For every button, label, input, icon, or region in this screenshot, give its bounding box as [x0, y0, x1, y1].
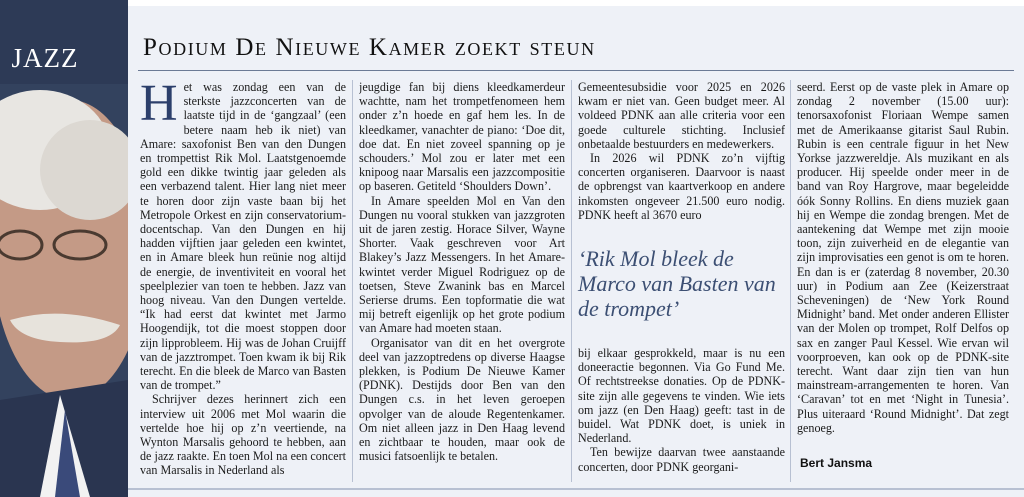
article-column-1 — [140, 80, 346, 480]
article-column-2 — [359, 80, 565, 480]
top-border — [128, 0, 1024, 6]
musician-photo — [0, 0, 128, 497]
section-label: JAZZ — [11, 42, 79, 73]
article-headline: Podium De Nieuwe Kamer zoekt steun — [143, 34, 596, 61]
author-byline: Bert Jansma — [800, 456, 873, 470]
paragraph: Ten bewijze daarvan twee aanstaande concerten, door PDNK georgani- — [578, 445, 785, 474]
bottom-border — [128, 488, 1024, 490]
column-separator — [352, 80, 353, 482]
paragraph: In Amare speelden Mol en Van den Dungen nu vooral stukken van jazzgroten uit de jaren zestig. Horace Silver, Wayne Shorter. Vaak geschreven voor Art Blakey’s Jazz Messengers. In het Amare-kwintet verder Miguel Rodriguez op de toetsen, Steve Zwanink bas en Marcel Serierse drums. Een topformatie die wat mij betreft eigenlijk op het grote podium van Amare had moeten staan. — [359, 193, 565, 336]
paragraph: Gemeentesubsidie voor 2025 en 2026 kwam er niet van. Geen budget meer. Al voldeed PDNK aan alle criteria voor een goede culturele stichting. Inclusief onbetaalde bestuurders en medewerkers. — [578, 80, 785, 151]
paragraph-text: et was zondag een van de sterkste jazzconcerten van de laatste tijd in de ‘gangzaal’ (een betere naam heb ik niet) van Amare: saxofonist Ben van den Dungen en trompettist Rik Mol. Laatstgenoemde gold een dikke twintig jaar geleden als een verbazend talent. Hier lang niet meer te horen door zijn vaste baan bij het Metropole Orkest en zijn conservatorium-docentschap. Van den Dungen en hij hadden vijftien jaar geleden een kwintet, en in Amare bleek hun reünie nog altijd de energie, de inventiviteit en vooral het speelplezier van toen te hebben. Jazz van hoog niveau. Van den Dungen vertelde. “Ik had eerst dat kwintet met Jarmo Hoogendijk, tot die moest stoppen door zijn lipprobleem. Hij was de Johan Cruijff van de jazztrompet. Toen kwam ik bij Rik terecht. En die bleek de Marco van Basten van de trompet.” — [140, 80, 346, 393]
drop-cap: H — [140, 80, 178, 132]
article-column-4 — [797, 80, 1009, 452]
paragraph: jeugdige fan bij diens kleedkamerdeur wachtte, nam het trompetfenomeen hem onder z’n hoede en gaf hem les. In de kleedkamer, vanachter de piano: ‘Doe dit, doe dat. En niet zoveel spanning op je schouders.’ Mol zou er later met een knipoog naar Marsalis een jazzcompositie op baseren. Getiteld ‘Shoulders Down’. — [359, 80, 565, 194]
paragraph — [140, 80, 346, 392]
column-separator — [571, 80, 572, 482]
paragraph: Organisator van dit en het overgrote deel van jazzoptredens op diverse Haagse plekken, is Podium De Nieuwe Kamer (PDNK). Destijds door Ben van den Dungen c.s. in het leven geroepen opvolger van de aloude Regentenkamer. Om niet alleen jazz in Den Haag levend en zichtbaar te houden, maar ook de musici fatsoenlijk te betalen. — [359, 335, 565, 464]
pull-quote: ‘Rik Mol bleek de Marco van Basten van de trompet’ — [578, 246, 776, 321]
paragraph: Schrijver dezes herinnert zich een interview uit 2006 met Mol waarin die vertelde hoe hij op z’n veertiende, na Wynton Marsalis gehoord te hebben, aan de jazz raakte. En toen Mol na een concert van Marsalis in Nederland als — [140, 392, 346, 478]
paragraph: seerd. Eerst op de vaste plek in Amare op zondag 2 november (15.00 uur): tenorsaxofonist Floriaan Wempe samen met de Amerikaanse gitarist Saul Rubin. Rubin is een centrale figuur in het New Yorkse jazzwereldje. Als muzikant en als producer. Hij speelde onder meer in de band van Roy Hargrove, maar begeleidde óók Sonny Rollins. En diens muziek gaan hij en Wempe die zondag brengen. Met de aantekening dat Wempe met zijn mooie toon, zijn zuiverheid en de elegantie van zijn improvisaties een genot is om te horen. En dan is er (zaterdag 8 november, 20.30 uur) in Podium aan Zee (Keizerstraat Scheveningen) de ‘New York Round Midnight’ band. Met onder anderen Ellister van der Molen op trompet, Rolf Delfos op sax en zanger Paul Kessel. Wie ervan wil voorproeven, kan ook op de PDNK-site terecht. Want daar zijn tien van hun mainstream-arrangementen te horen. Van ‘Caravan’ tot en met ‘Night in Tunesia’. Plus uiteraard ‘Round Midnight’. Dat zegt genoeg. — [797, 80, 1009, 435]
paragraph: bij elkaar gesprokkeld, maar is nu een doneeractie begonnen. Via Go Fund Me. Of rechtstreekse donaties. Op de PDNK-site zijn alle gegevens te vinden. Wie iets om jazz (en Den Haag) geeft: tast in de buidel. Wat PDNK doet, is uniek in Nederland. — [578, 346, 785, 446]
paragraph: In 2026 wil PDNK zo’n vijftig concerten organiseren. Daarvoor is naast de opbrengst van kaartverkoop en andere inkomsten ongeveer 21.500 euro nodig. PDNK heeft al 3670 euro — [578, 151, 785, 222]
headline-rule — [138, 70, 1014, 71]
article-column-3-top — [578, 80, 785, 240]
article-column-3-bottom — [578, 346, 785, 476]
column-separator — [790, 80, 791, 482]
